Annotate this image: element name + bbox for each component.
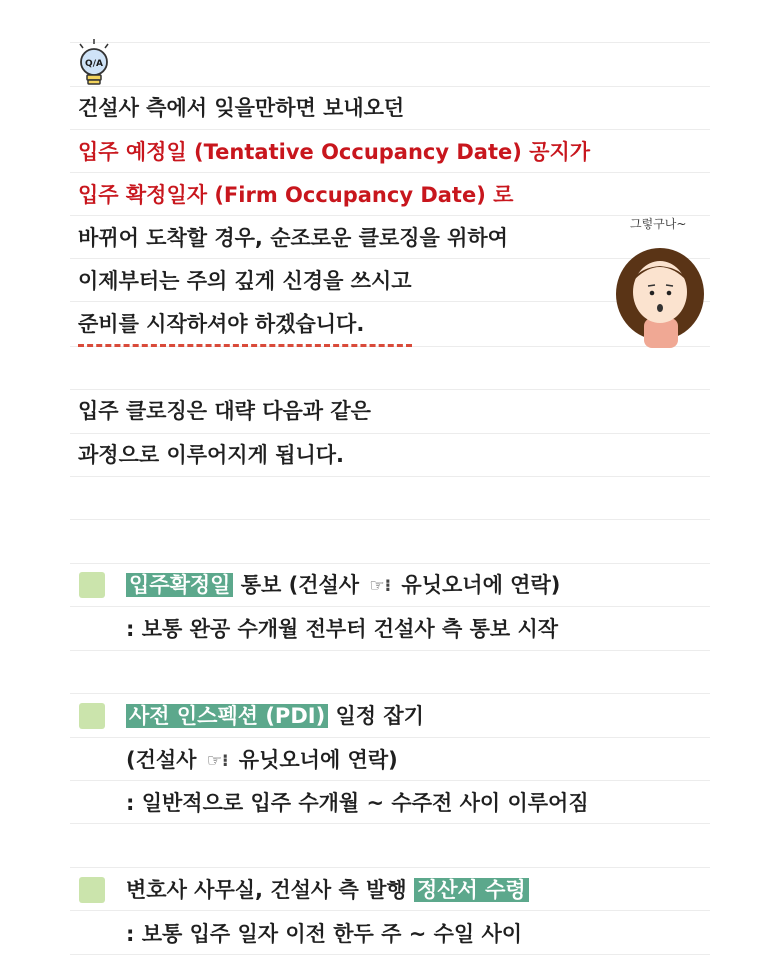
ruled-line <box>70 563 710 564</box>
item-2-sub-1 <box>126 746 398 776</box>
item-3-sub: : 보통 입주 일자 이전 한두 주 ~ 수일 사이 <box>126 922 523 946</box>
item-3-title <box>126 876 529 904</box>
ruled-line <box>70 737 710 738</box>
item-2-sub-after-hand: 유닛오너에 연락) <box>231 748 398 772</box>
ruled-line <box>70 910 710 911</box>
ruled-line <box>70 476 710 477</box>
intro-line: 바뀌어 도착할 경우, 순조로운 클로징을 위하여 <box>78 226 508 250</box>
ruled-line <box>70 389 710 390</box>
pointing-hand-icon: ☞⁝ <box>369 576 392 596</box>
item-2-text: 일정 잡기 <box>328 704 424 728</box>
ruled-line <box>70 780 710 781</box>
item-2-sub-before-hand: (건설사 <box>126 748 204 772</box>
ruled-line <box>70 172 710 173</box>
ruled-line <box>70 42 710 43</box>
dashed-underline <box>78 344 412 347</box>
ruled-line <box>70 823 710 824</box>
intro-line: 준비를 시작하셔야 하겠습니다. <box>78 312 365 336</box>
item-2-highlight: 사전 인스펙션 (PDI) <box>126 704 328 728</box>
ruled-line <box>70 650 710 651</box>
woman-character-illustration <box>610 210 722 350</box>
item-1-highlight: 입주확정일 <box>126 573 233 597</box>
pointing-hand-icon: ☞⁝ <box>206 751 229 771</box>
item-1-sub: : 보통 완공 수개월 전부터 건설사 측 통보 시작 <box>126 617 559 641</box>
intro-line: 건설사 측에서 잊을만하면 보내오던 <box>78 96 405 120</box>
item-1-text-before-hand: 통보 (건설사 <box>233 573 367 597</box>
process-line: 과정으로 이루어지게 됩니다. <box>78 443 345 467</box>
qa-badge-text: Q/A <box>85 59 103 69</box>
ruled-line <box>70 433 710 434</box>
item-1-title <box>126 571 560 601</box>
item-2-sub-2: : 일반적으로 입주 수개월 ~ 수주전 사이 이루어짐 <box>126 791 589 815</box>
ruled-line <box>70 693 710 694</box>
process-line: 입주 클로징은 대략 다음과 같은 <box>78 399 371 423</box>
bullet-marker <box>79 572 105 598</box>
ruled-line <box>70 129 710 130</box>
character-caption: 그렇구나~ <box>630 217 687 231</box>
ruled-line <box>70 606 710 607</box>
item-2-title <box>126 702 424 730</box>
ruled-line <box>70 954 710 955</box>
bullet-marker <box>79 703 105 729</box>
bullet-marker <box>79 877 105 903</box>
item-3-highlight: 정산서 수령 <box>414 878 529 902</box>
ruled-line <box>70 86 710 87</box>
intro-line-firm-date: 입주 확정일자 (Firm Occupancy Date) 로 <box>78 183 514 207</box>
intro-line: 이제부터는 주의 깊게 신경을 쓰시고 <box>78 269 412 293</box>
intro-line-tentative-date: 입주 예정일 (Tentative Occupancy Date) 공지가 <box>78 140 591 164</box>
qa-lightbulb-icon <box>74 38 114 88</box>
item-3-lead: 변호사 사무실, 건설사 측 발행 <box>126 878 414 902</box>
ruled-line <box>70 867 710 868</box>
item-1-text-after-hand: 유닛오너에 연락) <box>394 573 561 597</box>
ruled-line <box>70 519 710 520</box>
